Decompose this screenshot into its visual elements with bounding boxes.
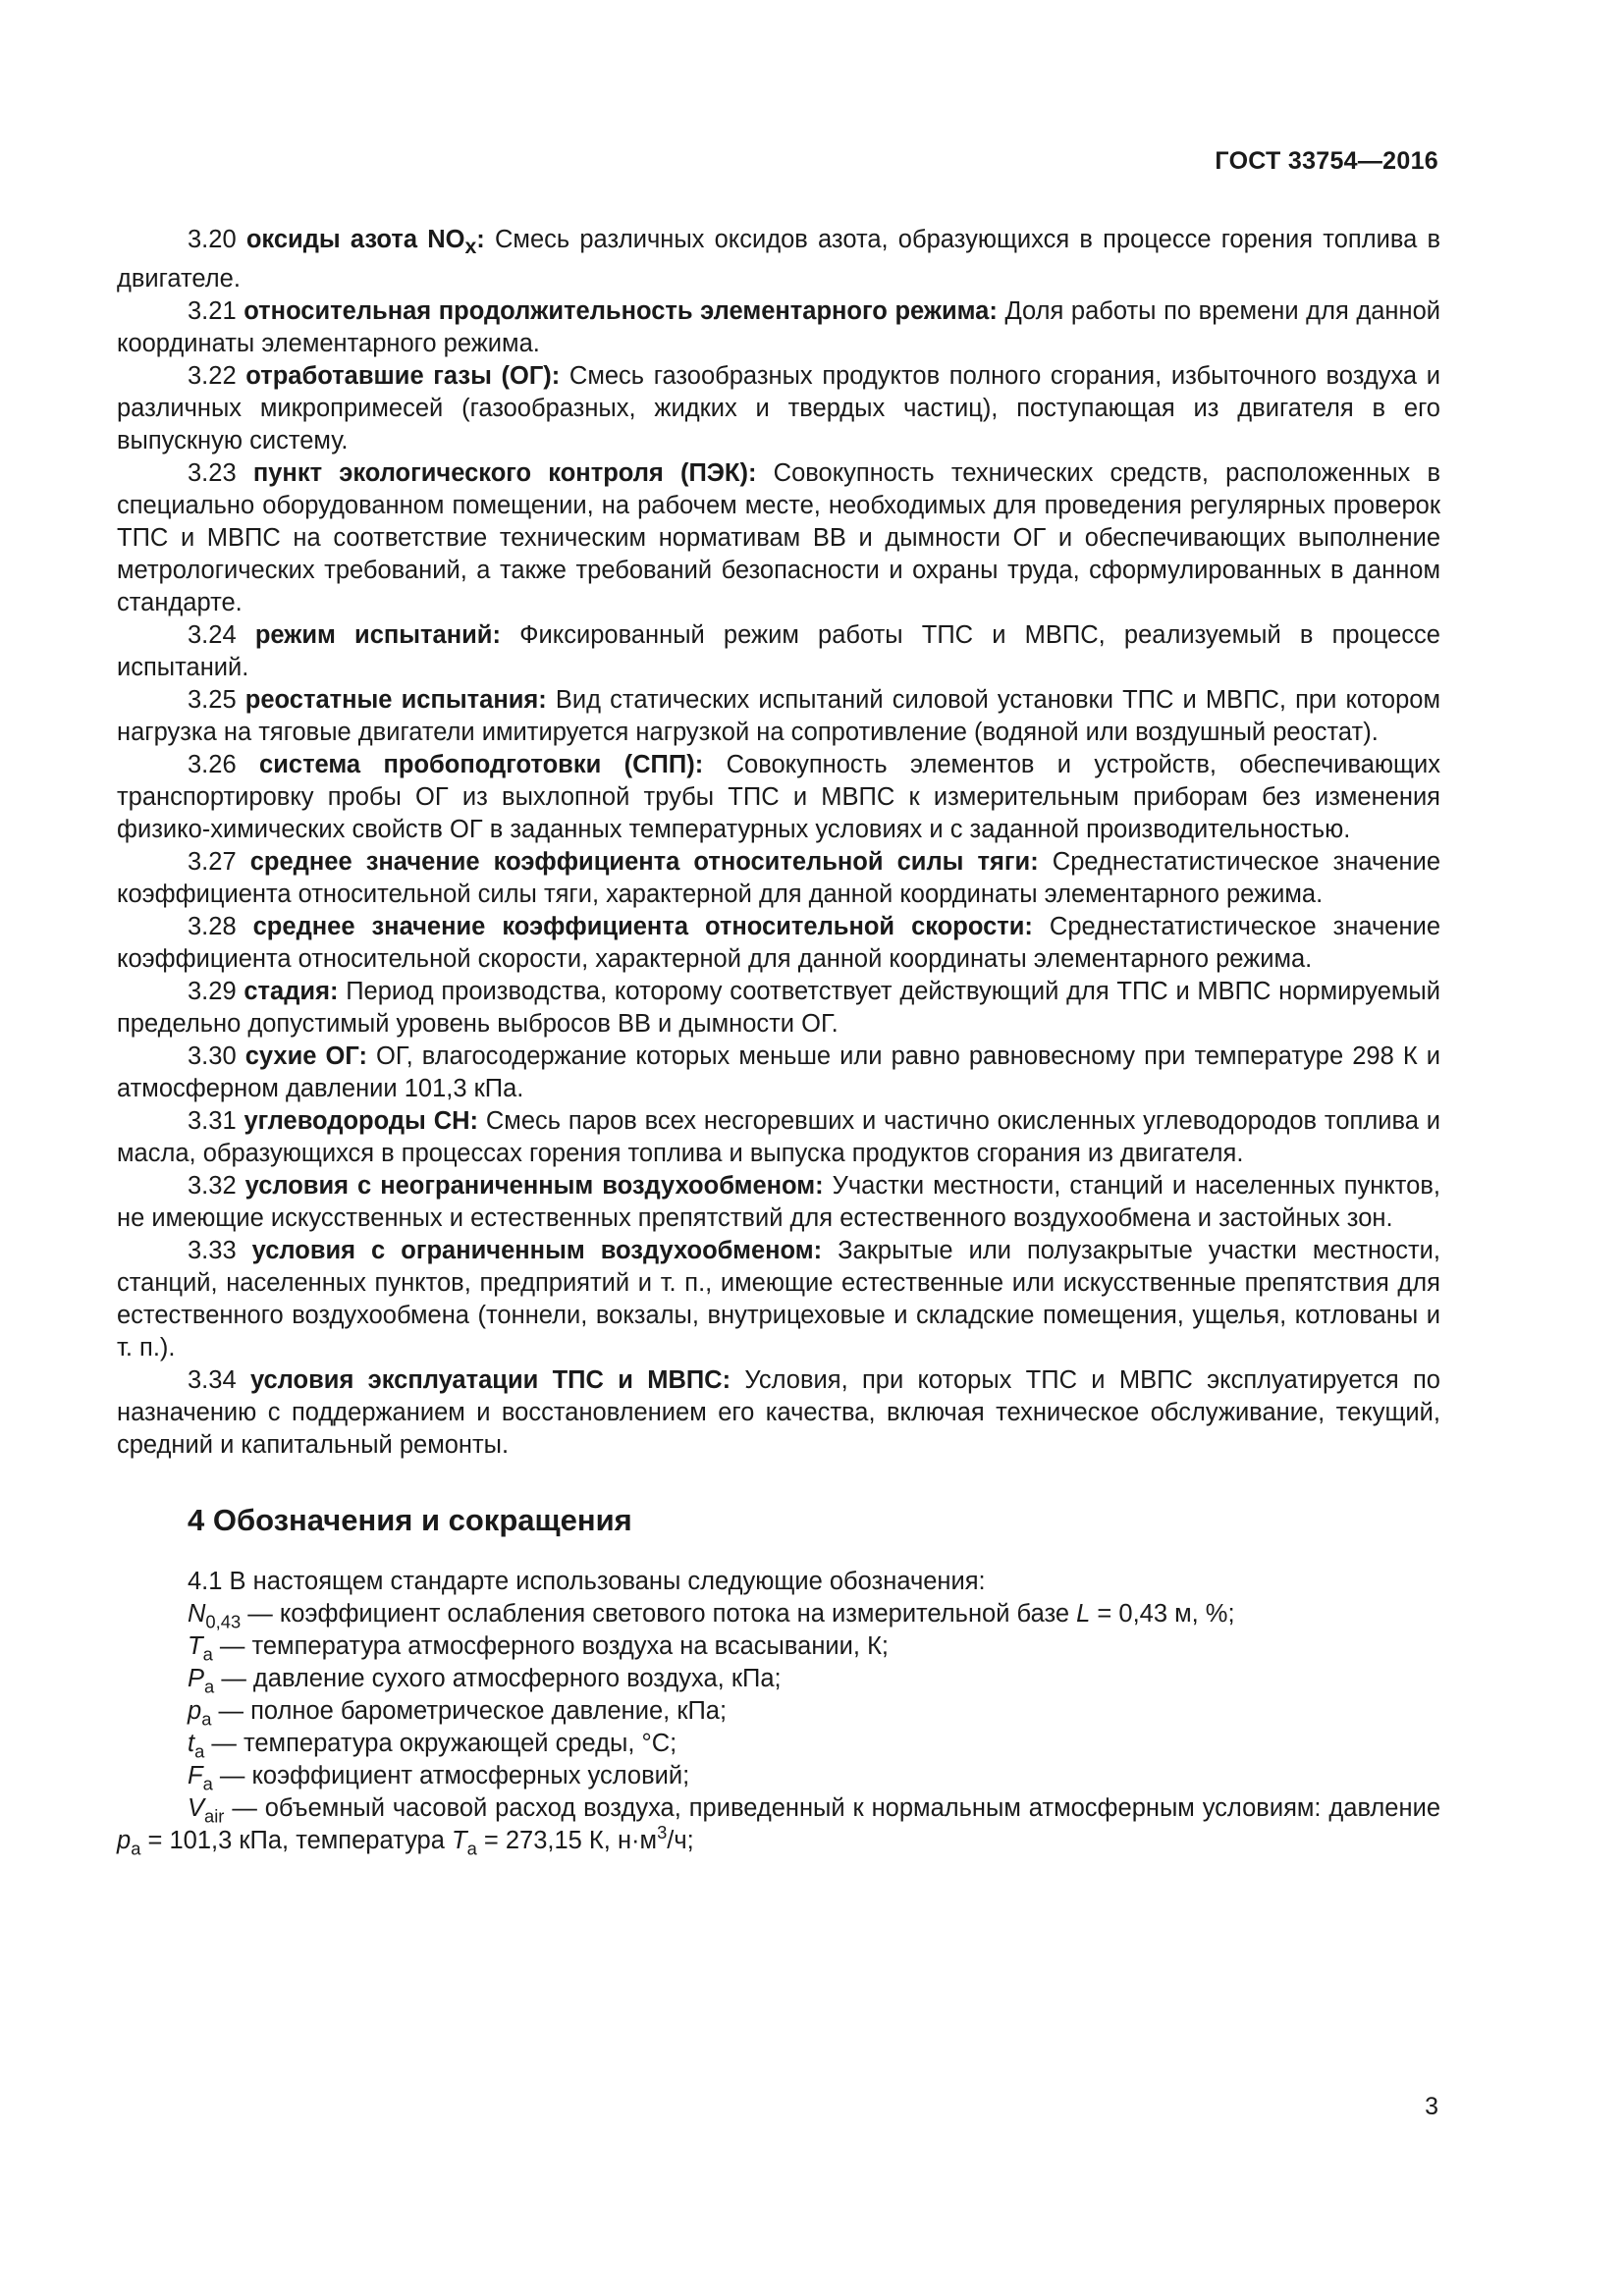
term-3-25: 3.25 реостатные испытания: Вид статических испытаний силовой установки ТПС и МВПС, при котором нагрузка на тяговые двигатели имитируется нагрузкой на сопротивление (водяной или воздушный реостат). [117, 686, 1440, 747]
term-name: пункт экологического контроля (ПЭК): [252, 459, 757, 488]
term-name: оксиды азота $NO_x$: [245, 226, 485, 259]
term-3-27: 3.27 среднее значение коэффициента относительной силы тяги: Среднестатистическое значение коэффициента относительной силы тяги, характерной для данной координаты элементарного режима. [117, 848, 1440, 909]
term-3-34: 3.34 условия эксплуатации ТПС и МВПС: Условия, при которых ТПС и МВПС эксплуатируется по назначению с поддержанием и восстановлением его качества, включая техническое обслуживание, текущий, средний и капитальный ремонты. [117, 1366, 1440, 1460]
term-3-28: 3.28 среднее значение коэффициента относительной скорости: Среднестатистическое значение коэффициента относительной скорости, характерной для данной координаты элементарного режима. [117, 913, 1440, 974]
term-name: реостатные испытания: [244, 686, 547, 715]
term-name: среднее значение коэффициента относительной скорости: [252, 913, 1033, 941]
term-name: режим испытаний: [254, 621, 501, 650]
page-content [117, 224, 1440, 1857]
term-name: сухие ОГ: [244, 1042, 367, 1071]
symbol-p-a-lower: $p_a$ — полное барометрическое давление, кПа; [188, 1697, 728, 1730]
symbol-t-a-upper: $T_a$ — температура атмосферного воздуха на всасывании, К; [188, 1632, 890, 1665]
term-name: условия эксплуатации ТПС и МВПС: [249, 1366, 731, 1395]
term-name: относительная продолжительность элементарного режима: [244, 297, 998, 326]
term-name: условия с неограниченным воздухообменом: [244, 1172, 824, 1201]
term-3-23: 3.23 пункт экологического контроля (ПЭК): Совокупность технических средств, расположенных в специально оборудованном помещении, на рабочем месте, необходимых для проведения регулярных проверок ТПС и МВПС на соответствие техническим нормативам ВВ и дымности ОГ и обеспечивающих выполнение метрологических требований, а также требований безопасности и охраны труда, сформулированных в данном стандарте. [117, 459, 1440, 617]
term-name: среднее значение коэффициента относительной силы тяги: [249, 848, 1039, 877]
term-3-30: 3.30 сухие ОГ: ОГ, влагосодержание которых меньше или равно равновесному при температуре 298 К и атмосферном давлении 101,3 кПа. [117, 1042, 1440, 1103]
section-4-heading: 4 Обозначения и сокращения [188, 1503, 632, 1538]
term-name: система пробоподготовки (СПП): [259, 751, 704, 779]
term-3-32: 3.32 условия с неограниченным воздухообменом: Участки местности, станций и населенных пунктов, не имеющие искусственных и естественных препятствий для естественного воздухообмена и застойных зон. [117, 1172, 1440, 1233]
term-name: стадия: [244, 978, 339, 1006]
term-3-31: 3.31 углеводороды СН: Смесь паров всех несгоревших и частично окисленных углеводородов топлива и масла, образующихся в процессах горения топлива и выпуска продуктов сгорания из двигателя. [117, 1107, 1440, 1168]
symbol-n-0-43: $N_{0,43}$ — коэффициент ослабления светового потока на измерительной базе L = 0,43 м, %; [188, 1600, 1235, 1632]
symbol-p-a-upper: $P_a$ — давление сухого атмосферного воздуха, кПа; [188, 1665, 782, 1697]
term-3-21: 3.21 относительная продолжительность элементарного режима: Доля работы по времени для данной координаты элементарного режима. [117, 297, 1440, 358]
term-3-24: 3.24 режим испытаний: Фиксированный режим работы ТПС и МВПС, реализуемый в процессе испытаний. [117, 621, 1440, 682]
term-name: условия с ограниченным воздухообменом: [251, 1237, 823, 1265]
term-3-29: 3.29 стадия: Период производства, которому соответствует действующий для ТПС и МВПС нормируемый предельно допустимый уровень выбросов ВВ и дымности ОГ. [117, 978, 1440, 1039]
page-number: 3 [1425, 2093, 1438, 2120]
symbol-t-a-lower: $t_a$ — температура окружающей среды, °С; [188, 1730, 677, 1762]
section-4-intro: 4.1 В настоящем стандарте использованы следующие обозначения: [188, 1568, 986, 1596]
term-3-22: 3.22 отработавшие газы (ОГ): Смесь газообразных продуктов полного сгорания, избыточного воздуха и различных микропримесей (газообразных, жидких и твердых частиц), поступающая из двигателя в его выпускную систему. [117, 362, 1440, 455]
document-code-header: ГОСТ 33754—2016 [1215, 147, 1438, 175]
term-name: отработавшие газы (ОГ): [245, 362, 561, 391]
term-name: углеводороды СН: [244, 1107, 479, 1136]
term-3-33: 3.33 условия с ограниченным воздухообменом: Закрытые или полузакрытые участки местности, станций, населенных пунктов, предприятий и т. п., имеющие естественные или искусственные препятствия для естественного воздухообмена (тоннели, вокзалы, внутрицеховые и складские помещения, ущелья, котлованы и т. п.). [117, 1237, 1440, 1362]
term-3-20: 3.20 оксиды азота $NO_x$: Смесь различных оксидов азота, образующихся в процессе горения топлива в двигателе. [117, 226, 1441, 294]
symbol-f-a: $F_a$ — коэффициент атмосферных условий; [188, 1762, 690, 1794]
symbol-v-air: $V_{air}$ — объемный часовой расход воздуха, приведенный к нормальным атмосферным условиям: давление $p_a = 101,3$ кПа, температура $T_a = 273,15$ К, $н\cdot м^3/ч$; [117, 1794, 1440, 1859]
term-3-26: 3.26 система пробоподготовки (СПП): Совокупность элементов и устройств, обеспечивающих транспортировку пробы ОГ из выхлопной трубы ТПС и МВПС к измерительным приборам без изменения физико-химических свойств ОГ в заданных температурных условиях и с заданной производительностью. [117, 751, 1440, 844]
